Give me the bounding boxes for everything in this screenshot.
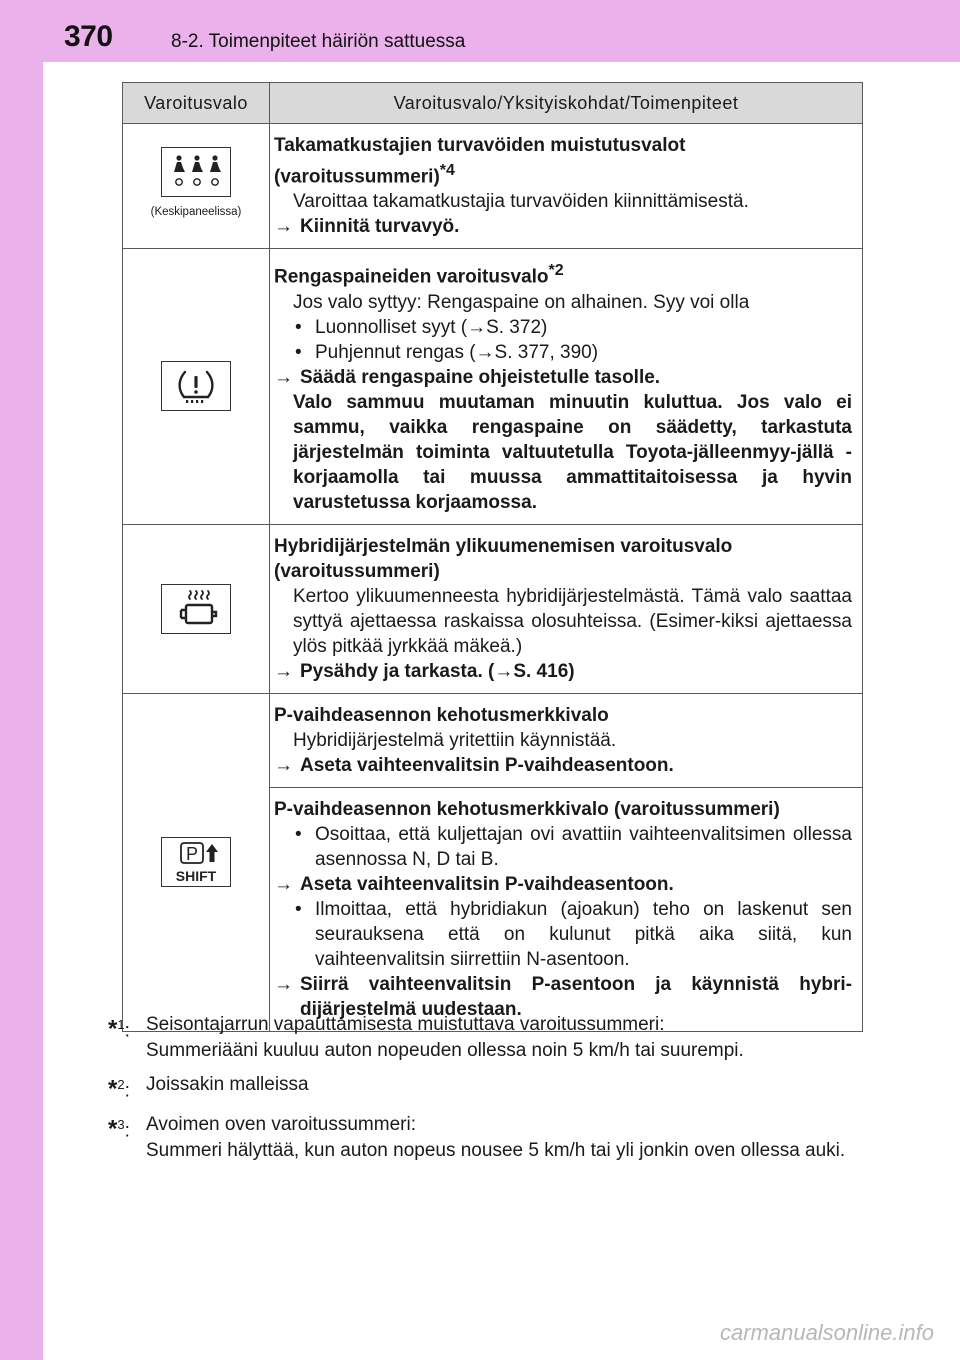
list-item: • Luonnolliset syyt (→S. 372) xyxy=(295,316,548,338)
item-description: Jos valo syttyy: Rengaspaine on alhainen. Syy voi olla xyxy=(293,291,750,313)
list-item: • Ilmoittaa, että hybridiakun (ajoakun) teho on laskenut sen seurauksena että on kulunut pitkä aika siitä, kun vaihteenvalitsin siirrettiin N-asentoon. xyxy=(295,898,852,970)
footnote-text: Seisontajarrun vapauttamisesta muistuttava varoitussummeri: xyxy=(146,1014,665,1035)
footnote xyxy=(108,1112,856,1164)
left-color-band xyxy=(0,0,43,1360)
icon-letter-p: P xyxy=(185,844,199,865)
table-row xyxy=(123,124,863,249)
p-shift-indicator-icon xyxy=(161,837,231,887)
tire-pressure-warning-icon xyxy=(161,361,231,411)
details-cell xyxy=(270,787,863,1031)
item-action: → Aseta vaihteenvalitsin P-vaihdeasentoon. xyxy=(274,873,674,895)
item-title: Takamatkustajien turvavöiden muistutusvalot (varoitussummeri)$^{*4}$ xyxy=(274,135,686,188)
item-title: Hybridijärjestelmän ylikuumenemisen varoitusvalo (varoitussummeri) xyxy=(274,535,733,582)
footnote-text: Avoimen oven varoitussummeri: xyxy=(146,1114,416,1136)
item-action: → Kiinnitä turvavyö. xyxy=(274,216,460,238)
icon-text-shift: SHIFT xyxy=(175,868,217,885)
item-description: Varoittaa takamatkustajia turvavöiden kiinnittämisestä. xyxy=(293,191,749,213)
table-row xyxy=(123,524,863,693)
details-cell xyxy=(270,249,863,524)
item-action: → Aseta vaihteenvalitsin P-vaihdeasentoon. xyxy=(274,754,674,776)
icon-caption: (Keskipaneelissa) xyxy=(150,206,242,219)
table-row xyxy=(123,693,863,787)
table-row xyxy=(123,249,863,524)
footnotes xyxy=(108,1012,856,1172)
footnote xyxy=(108,1012,856,1064)
footnote-text: Summeri hälyttää, kun auton nopeus nousee 5 km/h tai yli jonkin oven ollessa auki. xyxy=(146,1140,846,1162)
item-title: P-vaihdeasennon kehotusmerkkivalo (varoitussummeri) xyxy=(274,798,780,820)
icon-cell xyxy=(123,124,270,249)
icon-cell xyxy=(123,693,270,1031)
top-color-band xyxy=(0,0,960,62)
table-header-row xyxy=(123,83,863,124)
item-action: → Pysähdy ja tarkasta. (→S. 416) xyxy=(274,660,575,682)
footnote-marker: *$^3$: xyxy=(108,1115,130,1143)
item-description: Kertoo ylikuumenneesta hybridijärjestelmästä. Tämä valo saattaa syttyä ajettaessa raskaissa olosuhteissa. (Esimer-kiksi ajettaessa ylös pitkää jyrkkää mäkeä.) xyxy=(293,585,852,657)
details-cell xyxy=(270,693,863,787)
item-action: → Siirrä vaihteenvalitsin P-asentoon ja käynnistä hybri-dijärjestelmä uudestaan. xyxy=(274,973,852,1020)
icon-cell xyxy=(123,524,270,693)
page-number: 370 xyxy=(64,20,113,53)
footnote-text: Summeriääni kuuluu auton nopeuden ollessa noin 5 km/h tai suurempi. xyxy=(146,1040,744,1061)
list-item: • Osoittaa, että kuljettajan ovi avattiin vaihteenvalitsimen ollessa asennossa N, D tai B. xyxy=(295,823,852,870)
rear-seatbelt-reminder-icon xyxy=(161,147,231,197)
details-cell xyxy=(270,524,863,693)
warning-light-table xyxy=(122,82,863,1032)
section-title: 8-2. Toimenpiteet häiriön sattuessa xyxy=(171,31,466,52)
item-description: Hybridijärjestelmä yritettiin käynnistää. xyxy=(293,729,617,751)
footnote xyxy=(108,1072,856,1104)
details-cell xyxy=(270,124,863,249)
item-title: Rengaspaineiden varoitusvalo$^{*2}$ xyxy=(274,262,564,288)
list-item: • Puhjennut rengas (→S. 377, 390) xyxy=(295,341,599,363)
column-header-details: Varoitusvalo/Yksityiskohdat/Toimenpiteet xyxy=(270,83,863,124)
hybrid-system-overheat-icon xyxy=(161,584,231,634)
item-title: P-vaihdeasennon kehotusmerkkivalo xyxy=(274,704,609,726)
footnote-text: Joissakin malleissa xyxy=(146,1074,309,1095)
item-action-detail: Valo sammuu muutaman minuutin kuluttua. Jos valo ei sammu, vaikka rengaspaine on säädetty, tarkastuta järjestelmän toiminta valtuutetulla Toyota-jälleenmyy-jällä -korjaamolla tai muussa ammattitaitoisessa ja hyvin varustetussa korjaamossa. xyxy=(293,391,852,513)
watermark: carmanualsonline.info xyxy=(719,1320,934,1345)
footnote-marker: *$^2$: xyxy=(108,1075,130,1103)
item-action: → Säädä rengaspaine ohjeistetulle tasolle. xyxy=(274,366,661,388)
footnote-marker: *$^1$: xyxy=(108,1015,130,1043)
icon-cell xyxy=(123,249,270,524)
column-header-warning-light: Varoitusvalo xyxy=(123,83,270,124)
